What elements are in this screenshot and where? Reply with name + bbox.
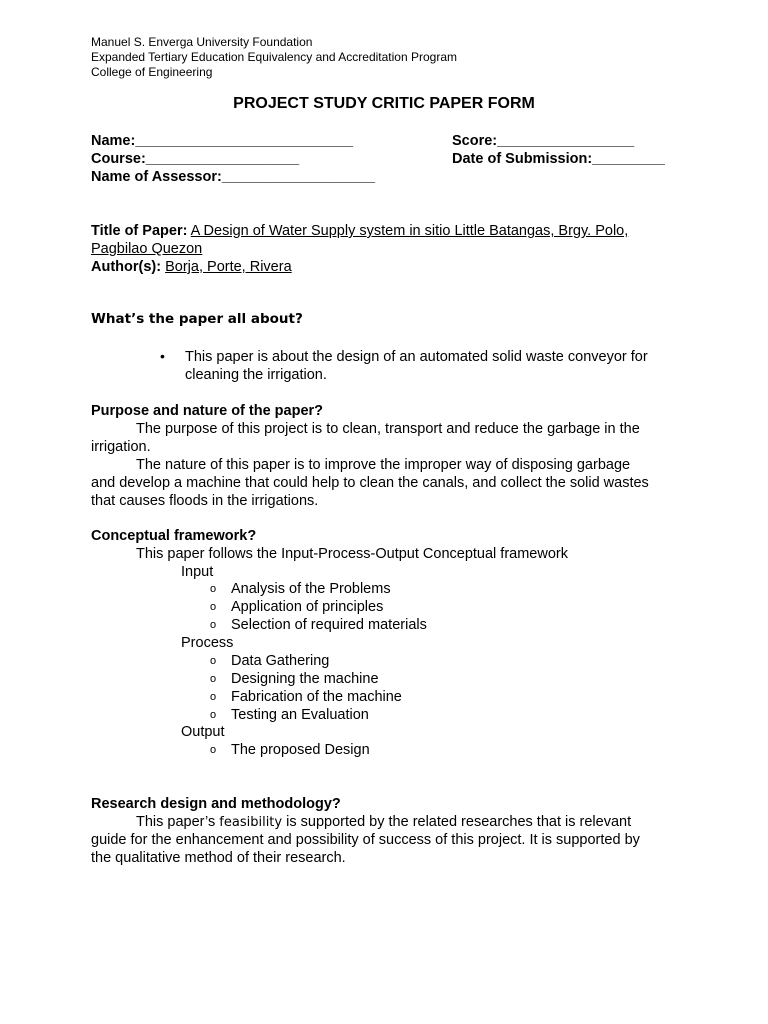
about-text-line2: cleaning the irrigation. [185,367,327,383]
purpose-p2-line2: and develop a machine that could help to clean the canals, and collect the solid wastes [91,475,649,491]
framework-heading: Conceptual framework? [91,528,257,544]
paper-title-line [91,222,628,240]
circle-bullet-icon: o [210,619,217,631]
research-line1-end: is supported by the related researches that is relevant [286,814,632,830]
date-of-submission-field: Date of Submission:_________ [452,151,665,167]
form-title: PROJECT STUDY CRITIC PAPER FORM [233,95,535,112]
about-heading: What’s the paper all about? [91,311,303,327]
research-feasibility-word: feasibility [219,815,283,830]
paper-title-label: Title of Paper: [91,223,188,239]
purpose-p2-line3: that causes floods in the irrigations. [91,493,319,509]
purpose-p2-line1: The nature of this paper is to improve the improper way of disposing garbage [136,457,631,473]
authors-line [91,258,292,276]
paper-title-text: A Design of Water Supply system in sitio Little Batangas, Brgy. Polo, [190,223,629,239]
authors-label: Author(s): [91,259,162,275]
output-label: Output [181,724,225,740]
research-heading: Research design and methodology? [91,796,341,812]
name-field: Name:___________________________ [91,133,354,149]
list-item: Application of principles [231,599,384,615]
list-item: Selection of required materials [231,617,427,633]
framework-intro: This paper follows the Input-Process-Output Conceptual framework [136,546,568,562]
list-item: Testing an Evaluation [231,707,369,723]
research-line3: the qualitative method of their research. [91,850,346,866]
input-label: Input [181,564,214,580]
circle-bullet-icon: o [210,655,217,667]
authors-names: Borja, Porte, Rivera [165,259,292,275]
research-line2: guide for the enhancement and possibility of success of this project. It is supported by [91,832,640,848]
course-field: Course:___________________ [91,151,300,167]
list-item: Designing the machine [231,671,379,687]
university-name: Manuel S. Enverga University Foundation [91,35,313,49]
paper-title-continuation: Pagbilao Quezon [91,241,203,257]
purpose-p1-line1: The purpose of this project is to clean, transport and reduce the garbage in the [136,421,640,437]
assessor-field: Name of Assessor:___________________ [91,169,376,185]
list-item: Analysis of the Problems [231,581,391,597]
program-name: Expanded Tertiary Education Equivalency and Accreditation Program [91,50,457,64]
circle-bullet-icon: o [210,691,217,703]
circle-bullet-icon: o [210,709,217,721]
circle-bullet-icon: o [210,601,217,613]
college-name: College of Engineering [91,65,213,79]
circle-bullet-icon: o [210,673,217,685]
research-line1-start: This paper’s [136,814,216,830]
circle-bullet-icon: o [210,744,217,756]
list-item: The proposed Design [231,742,370,758]
list-item: Fabrication of the machine [231,689,402,705]
list-item: Data Gathering [231,653,330,669]
purpose-heading: Purpose and nature of the paper? [91,403,324,419]
purpose-p1-line2: irrigation. [91,439,151,455]
bullet-icon: • [160,348,165,364]
research-line1 [136,813,631,832]
circle-bullet-icon: o [210,583,217,595]
score-field: Score:_________________ [452,133,635,149]
about-text-line1: This paper is about the design of an automated solid waste conveyor for [185,349,648,365]
process-label: Process [181,635,234,651]
